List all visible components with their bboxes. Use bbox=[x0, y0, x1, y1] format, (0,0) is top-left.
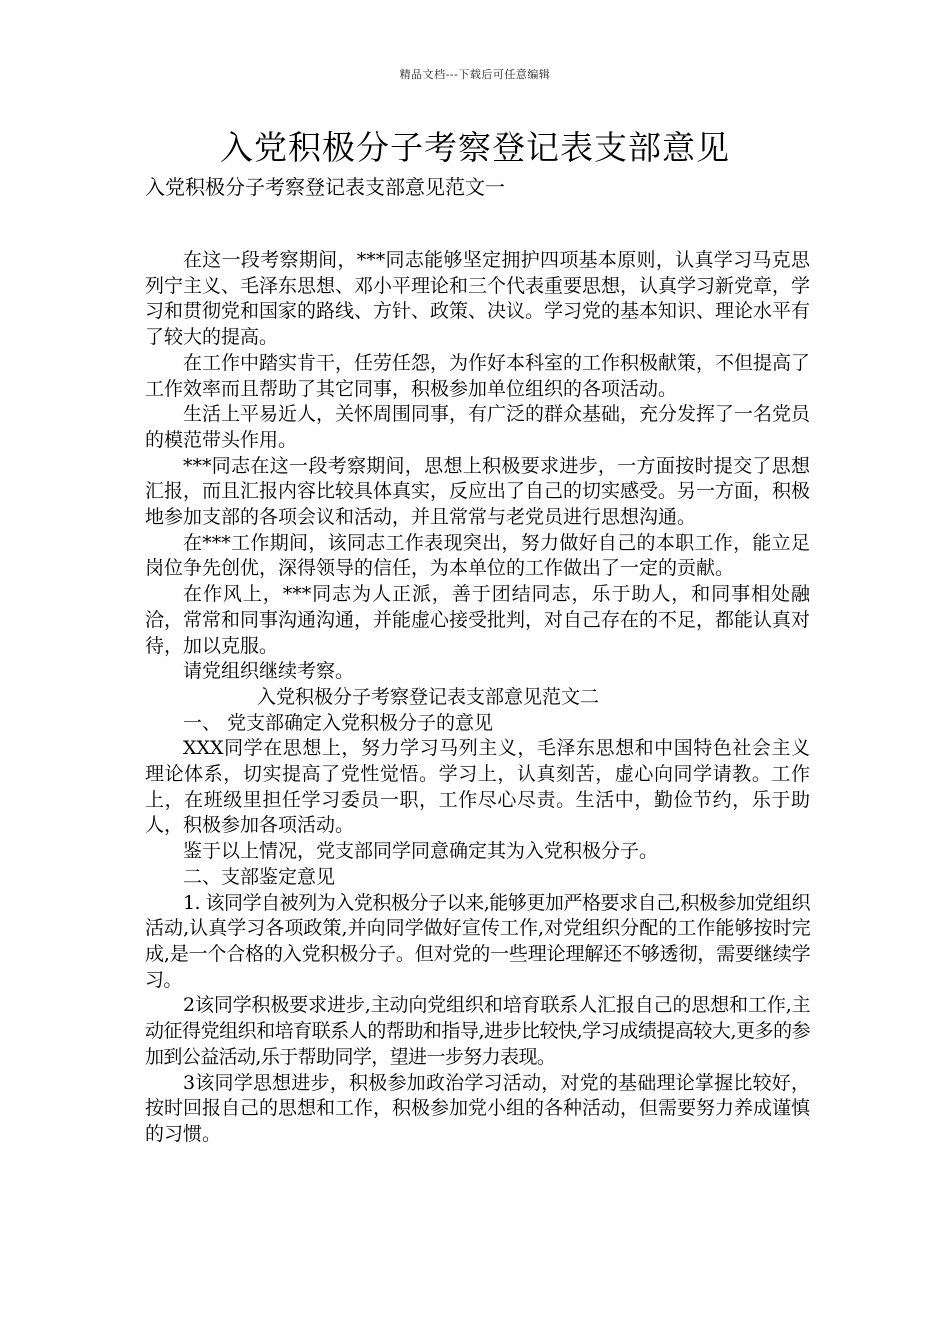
document-body bbox=[145, 248, 810, 1148]
paragraph: 在***工作期间，该同志工作表现突出，努力做好自己的本职工作，能立足岗位争先创优，深得领导的信任，为本单位的工作做出了一定的贡献。 bbox=[145, 531, 810, 580]
paragraph: 1. 该同学自被列为入党积极分子以来,能够更加严格要求自己,积极参加党组织活动,认真学习各项政策,并向同学做好宣传工作,对党组织分配的工作能够按时完成,是一个合格的入党积极分子。但对党的一些理论理解还不够透彻，需要继续学习。 bbox=[145, 891, 810, 991]
document-subtitle: 入党积极分子考察登记表支部意见范文一 bbox=[145, 175, 505, 199]
paragraph: XXX同学在思想上，努力学习马列主义，毛泽东思想和中国特色社会主义理论体系，切实提高了党性觉悟。学习上，认真刻苦，虚心向同学请教。工作上，在班级里担任学习委员一职，工作尽心尽责。生活中，勤俭节约，乐于助人，积极参加各项活动。 bbox=[145, 737, 810, 837]
section-heading: 一、 党支部确定入党积极分子的意见 bbox=[183, 711, 494, 734]
paragraph: 3该同学思想进步，积极参加政治学习活动，对党的基础理论掌握比较好，按时回报自己的思想和工作，积极参加党小组的各种活动，但需要努力养成谨慎的习惯。 bbox=[145, 1071, 811, 1145]
paragraph: 在作风上，***同志为人正派，善于团结同志，乐于助人，和同事相处融洽，常常和同事沟通沟通，并能虚心接受批判，对自己存在的不足，都能认真对待，加以克服。 bbox=[145, 583, 811, 657]
paragraph: 请党组织继续考察。 bbox=[183, 660, 355, 683]
paragraph: ***同志在这一段考察期间，思想上积极要求进步，一方面按时提交了思想汇报，而且汇报内容比较具体真实，反应出了自己的切实感受。另一方面，积极地参加支部的各项会议和活动，并且常常与老党员进行思想沟通。 bbox=[145, 454, 811, 529]
paragraph: 2该同学积极要求进步,主动向党组织和培育联系人汇报自己的思想和工作,主动征得党组织和培育联系人的帮助和指导,进步比较快,学习成绩提高较大,更多的参加到公益活动,乐于帮助同学，望进一步努力表现。 bbox=[145, 994, 810, 1068]
paragraph: 生活上平易近人，关怀周围同事，有广泛的群众基础，充分发挥了一名党员的模范带头作用。 bbox=[145, 403, 811, 451]
paragraph: 在这一段考察期间，***同志能够坚定拥护四项基本原则，认真学习马克思列宁主义、毛泽东思想、邓小平理论和三个代表重要思想，认真学习新党章，学习和贯彻党和国家的路线、方针、政策、决议。学习党的基本知识、理论水平有了较大的提高。 bbox=[145, 249, 811, 349]
paragraph: 鉴于以上情况，党支部同学同意确定其为入党积极分子。 bbox=[183, 840, 659, 863]
document-title: 入党积极分子考察登记表支部意见 bbox=[220, 128, 730, 167]
header-note: 精品文档---下载后可任意编辑 bbox=[399, 68, 551, 81]
paragraph: 在工作中踏实肯干，任劳任怨，为作好本科室的工作积极献策，不但提高了工作效率而且帮助了其它同事，积极参加单位组织的各项活动。 bbox=[145, 351, 811, 400]
section-heading: 入党积极分子考察登记表支部意见范文二 bbox=[257, 685, 600, 708]
section-heading: 二、支部鉴定意见 bbox=[183, 865, 336, 888]
